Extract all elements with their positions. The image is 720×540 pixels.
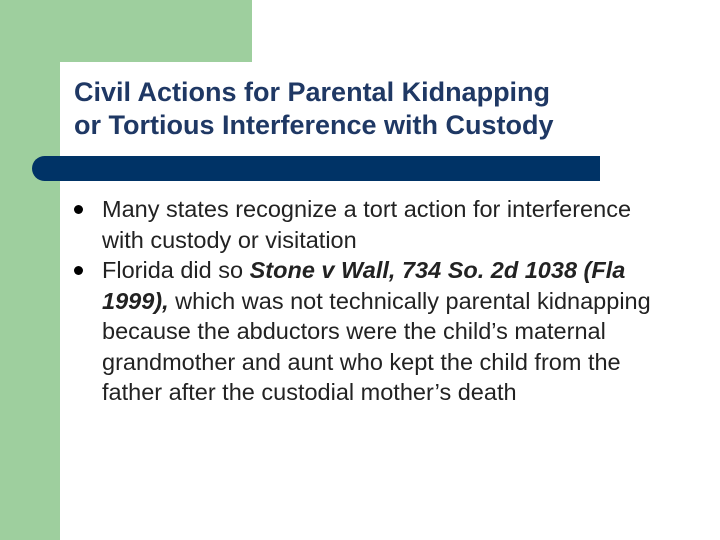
green-accent-block-top bbox=[0, 0, 252, 62]
slide-title-line-2: or Tortious Interference with Custody bbox=[74, 110, 554, 140]
bullet-text: Many states recognize a tort action for interference with custody or visitation bbox=[102, 196, 632, 253]
bullet-lead-text: Florida did so bbox=[102, 257, 250, 283]
bullet-item-2 bbox=[74, 255, 674, 408]
bullet-dot-icon bbox=[74, 266, 83, 275]
slide-title-line-1: Civil Actions for Parental Kidnapping bbox=[74, 77, 551, 107]
slide-title bbox=[74, 76, 694, 142]
case-citation: Stone v Wall, 734 So. 2d 1038 (Fla 1999), bbox=[102, 257, 626, 314]
green-accent-bar-left bbox=[0, 0, 60, 540]
title-divider-bar bbox=[32, 156, 600, 181]
bullet-dot-icon bbox=[74, 205, 83, 214]
bullet-rest-text: which was not technically parental kidnapping because the abductors were the child’s maternal grandmother and aunt who kept the child from the father after the custodial mother’s death bbox=[102, 287, 651, 405]
bullet-list bbox=[74, 194, 674, 408]
bullet-item-1 bbox=[74, 194, 674, 255]
